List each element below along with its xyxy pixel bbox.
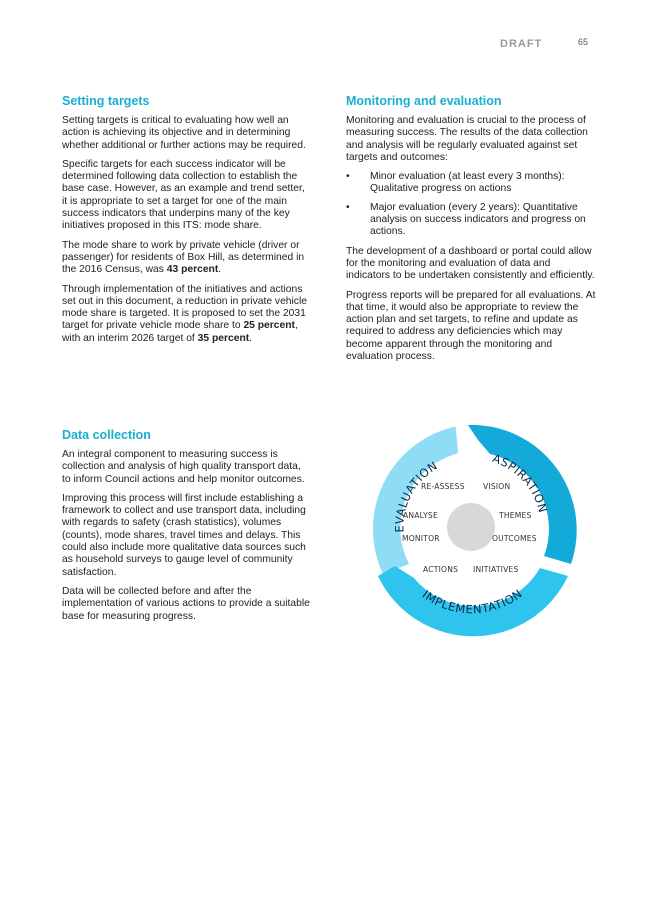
setting-targets-paragraph-3: The mode share to work by private vehicle (driver or passenger) for residents of Box Hill, as determined in the 2016 Census, was 43 percent. <box>62 239 305 276</box>
data-collection-paragraph-1: An integral component to measuring success is collection and analysis of high quality transport data, to inform Council actions and help monitor outcomes. <box>62 449 305 485</box>
data-collection-heading: Data collection <box>62 428 151 442</box>
monitoring-section <box>346 94 596 370</box>
cycle-diagram-graphic <box>358 414 588 644</box>
analyse-label: ANALYSE <box>403 511 438 520</box>
page-number: 65 <box>578 37 589 47</box>
vision-label: VISION <box>483 482 511 491</box>
monitoring-paragraph-1: Monitoring and evaluation is crucial to the process of measuring success. The results of the data collection and analysis will be regularly evaluated against set targets and outcomes: <box>346 115 588 163</box>
cycle-diagram <box>358 414 588 644</box>
setting-targets-paragraph-4: Through implementation of the initiatives and actions set out in this document, a reduction in private vehicle mode share is targeted. It is proposed to set the 2031 target for private vehicle mode share to 25 percent, with an interim 2026 target of 35 percent. <box>62 283 307 344</box>
reassess-label: RE-ASSESS <box>421 482 465 491</box>
monitoring-heading: Monitoring and evaluation <box>346 94 502 108</box>
outcomes-label: OUTCOMES <box>492 534 537 543</box>
evaluation-list <box>346 171 596 238</box>
draft-watermark: DRAFT <box>500 38 543 50</box>
setting-targets-section <box>62 94 312 352</box>
setting-targets-paragraph-2: Specific targets for each success indicator will be determined following data collection to establish the base case. However, as an example and trend setter, it is appropriate to set a target for one of the main success indicators that underpins many of the key initiatives proposed in this ITS: mode share. <box>62 158 305 232</box>
center-circle <box>447 503 495 551</box>
list-item: • Minor evaluation (at least every 3 months): Qualitative progress on actions <box>346 171 565 195</box>
data-collection-paragraph-2: Improving this process will first include establishing a framework to collect and use transport data, including with regards to safety (crash statistics), volumes (counts), mode shares, travel times and delays. This could also include more qualitative data sources such as household surveys to gauge level of community satisfaction. <box>62 492 306 578</box>
evaluation-segment <box>373 427 458 574</box>
monitor-label: MONITOR <box>402 534 440 543</box>
initiatives-label: INITIATIVES <box>473 565 519 574</box>
data-collection-paragraph-3: Data will be collected before and after the implementation of various actions to provide a suitable base for measuring progress. <box>62 585 310 622</box>
setting-targets-paragraph-1: Setting targets is critical to evaluating how well an action is achieving its objective and in determining whether additional or further actions may be required. <box>62 115 306 151</box>
actions-label: ACTIONS <box>423 565 459 574</box>
aspiration-label: ASPIRATION <box>490 451 551 515</box>
themes-label: THEMES <box>499 511 532 520</box>
setting-targets-heading: Setting targets <box>62 94 150 108</box>
bullet-marker: • <box>346 201 350 213</box>
implementation-segment <box>378 566 568 636</box>
evaluation-label: EVALUATION <box>392 458 441 533</box>
bullet-marker: • <box>346 171 350 183</box>
monitoring-paragraph-2: The development of a dashboard or portal could allow for the monitoring and evaluation of data and indicators to be undertaken consistently and efficiently. <box>346 245 595 282</box>
implementation-label: IMPLEMENTATION <box>419 586 526 617</box>
monitoring-paragraph-3: Progress reports will be prepared for all evaluations. At that time, it would also be appropriate to review the action plan and set targets, to refine and update as required to address any deficiencies which may become apparent through the monitoring and evaluation process. <box>346 289 596 363</box>
list-item: • Major evaluation (every 2 years): Quantitative analysis on success indicators and progress on actions. <box>346 201 586 238</box>
data-collection-section <box>62 428 312 630</box>
